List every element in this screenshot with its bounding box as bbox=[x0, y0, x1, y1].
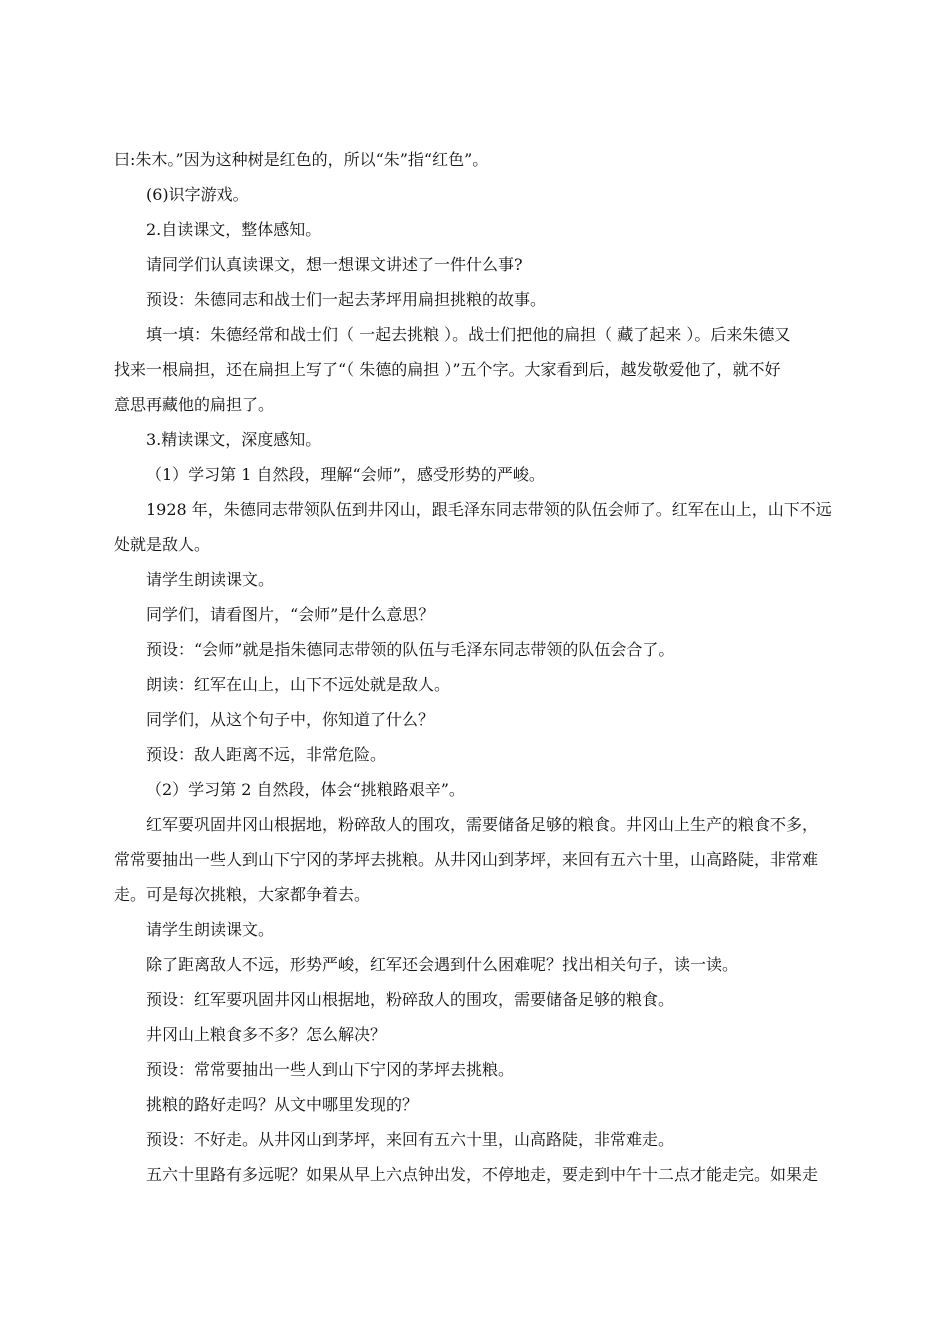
text-line: 意思再藏他的扁担了。 bbox=[114, 395, 275, 414]
text-line: 除了距离敌人不远，形势严峻，红军还会遇到什么困难呢？找出相关句子，读一读。 bbox=[146, 955, 739, 974]
text-line: 曰:朱木。”因为这种树是红色的，所以“朱”指“红色”。 bbox=[114, 150, 489, 169]
text-line: 填一填：朱德经常和战士们（ 一起去挑粮 ）。战士们把他的扁担（ 藏了起来 ）。后来朱德又 bbox=[146, 325, 791, 344]
text-line: 预设：敌人距离不远，非常危险。 bbox=[146, 745, 387, 764]
text-line: 红军要巩固井冈山根据地，粉碎敌人的围攻，需要储备足够的粮食。井冈山上生产的粮食不多， bbox=[146, 815, 819, 834]
text-line: 五六十里路有多远呢？如果从早上六点钟出发，不停地走，要走到中午十二点才能走完。如果走 bbox=[146, 1165, 819, 1184]
text-line: 1928 年，朱德同志带领队伍到井冈山，跟毛泽东同志带领的队伍会师了。红军在山上，山下不远 bbox=[146, 500, 832, 519]
text-line: （2）学习第 2 自然段，体会“挑粮路艰辛”。 bbox=[146, 780, 465, 799]
text-line: （1）学习第 1 自然段，理解“会师”，感受形势的严峻。 bbox=[146, 465, 545, 484]
text-line: 请学生朗读课文。 bbox=[146, 920, 275, 939]
text-line: 走。可是每次挑粮，大家都争着去。 bbox=[114, 885, 371, 904]
text-line: 预设：常常要抽出一些人到山下宁冈的茅坪去挑粮。 bbox=[146, 1060, 515, 1079]
text-line: 预设：不好走。从井冈山到茅坪，来回有五六十里，山高路陡，非常难走。 bbox=[146, 1130, 675, 1149]
text-line: 常常要抽出一些人到山下宁冈的茅坪去挑粮。从井冈山到茅坪，来回有五六十里，山高路陡，非常难 bbox=[114, 850, 819, 869]
text-line: (6)识字游戏。 bbox=[146, 185, 249, 204]
text-line: 预设：朱德同志和战士们一起去茅坪用扁担挑粮的故事。 bbox=[146, 290, 547, 309]
text-line: 井冈山上粮食多不多？怎么解决？ bbox=[146, 1025, 387, 1044]
text-line: 朗读：红军在山上，山下不远处就是敌人。 bbox=[146, 675, 451, 694]
text-line: 挑粮的路好走吗？从文中哪里发现的？ bbox=[146, 1095, 419, 1114]
text-line: 请同学们认真读课文，想一想课文讲述了一件什么事? bbox=[146, 255, 523, 274]
text-line: 预设：“会师”就是指朱德同志带领的队伍与毛泽东同志带领的队伍会合了。 bbox=[146, 640, 675, 659]
text-line: 请学生朗读课文。 bbox=[146, 570, 275, 589]
document-page bbox=[114, 150, 854, 1200]
text-line: 同学们，请看图片，“会师”是什么意思？ bbox=[146, 605, 435, 624]
text-line: 2.自读课文，整体感知。 bbox=[146, 220, 322, 239]
text-line: 处就是敌人。 bbox=[114, 535, 211, 554]
text-line: 3.精读课文，深度感知。 bbox=[146, 430, 322, 449]
text-line: 同学们，从这个句子中，你知道了什么？ bbox=[146, 710, 435, 729]
text-line: 找来一根扁担，还在扁担上写了“（ 朱德的扁担 ）”五个字。大家看到后，越发敬爱他了，就不好 bbox=[114, 360, 781, 379]
text-line: 预设：红军要巩固井冈山根据地，粉碎敌人的围攻，需要储备足够的粮食。 bbox=[146, 990, 675, 1009]
